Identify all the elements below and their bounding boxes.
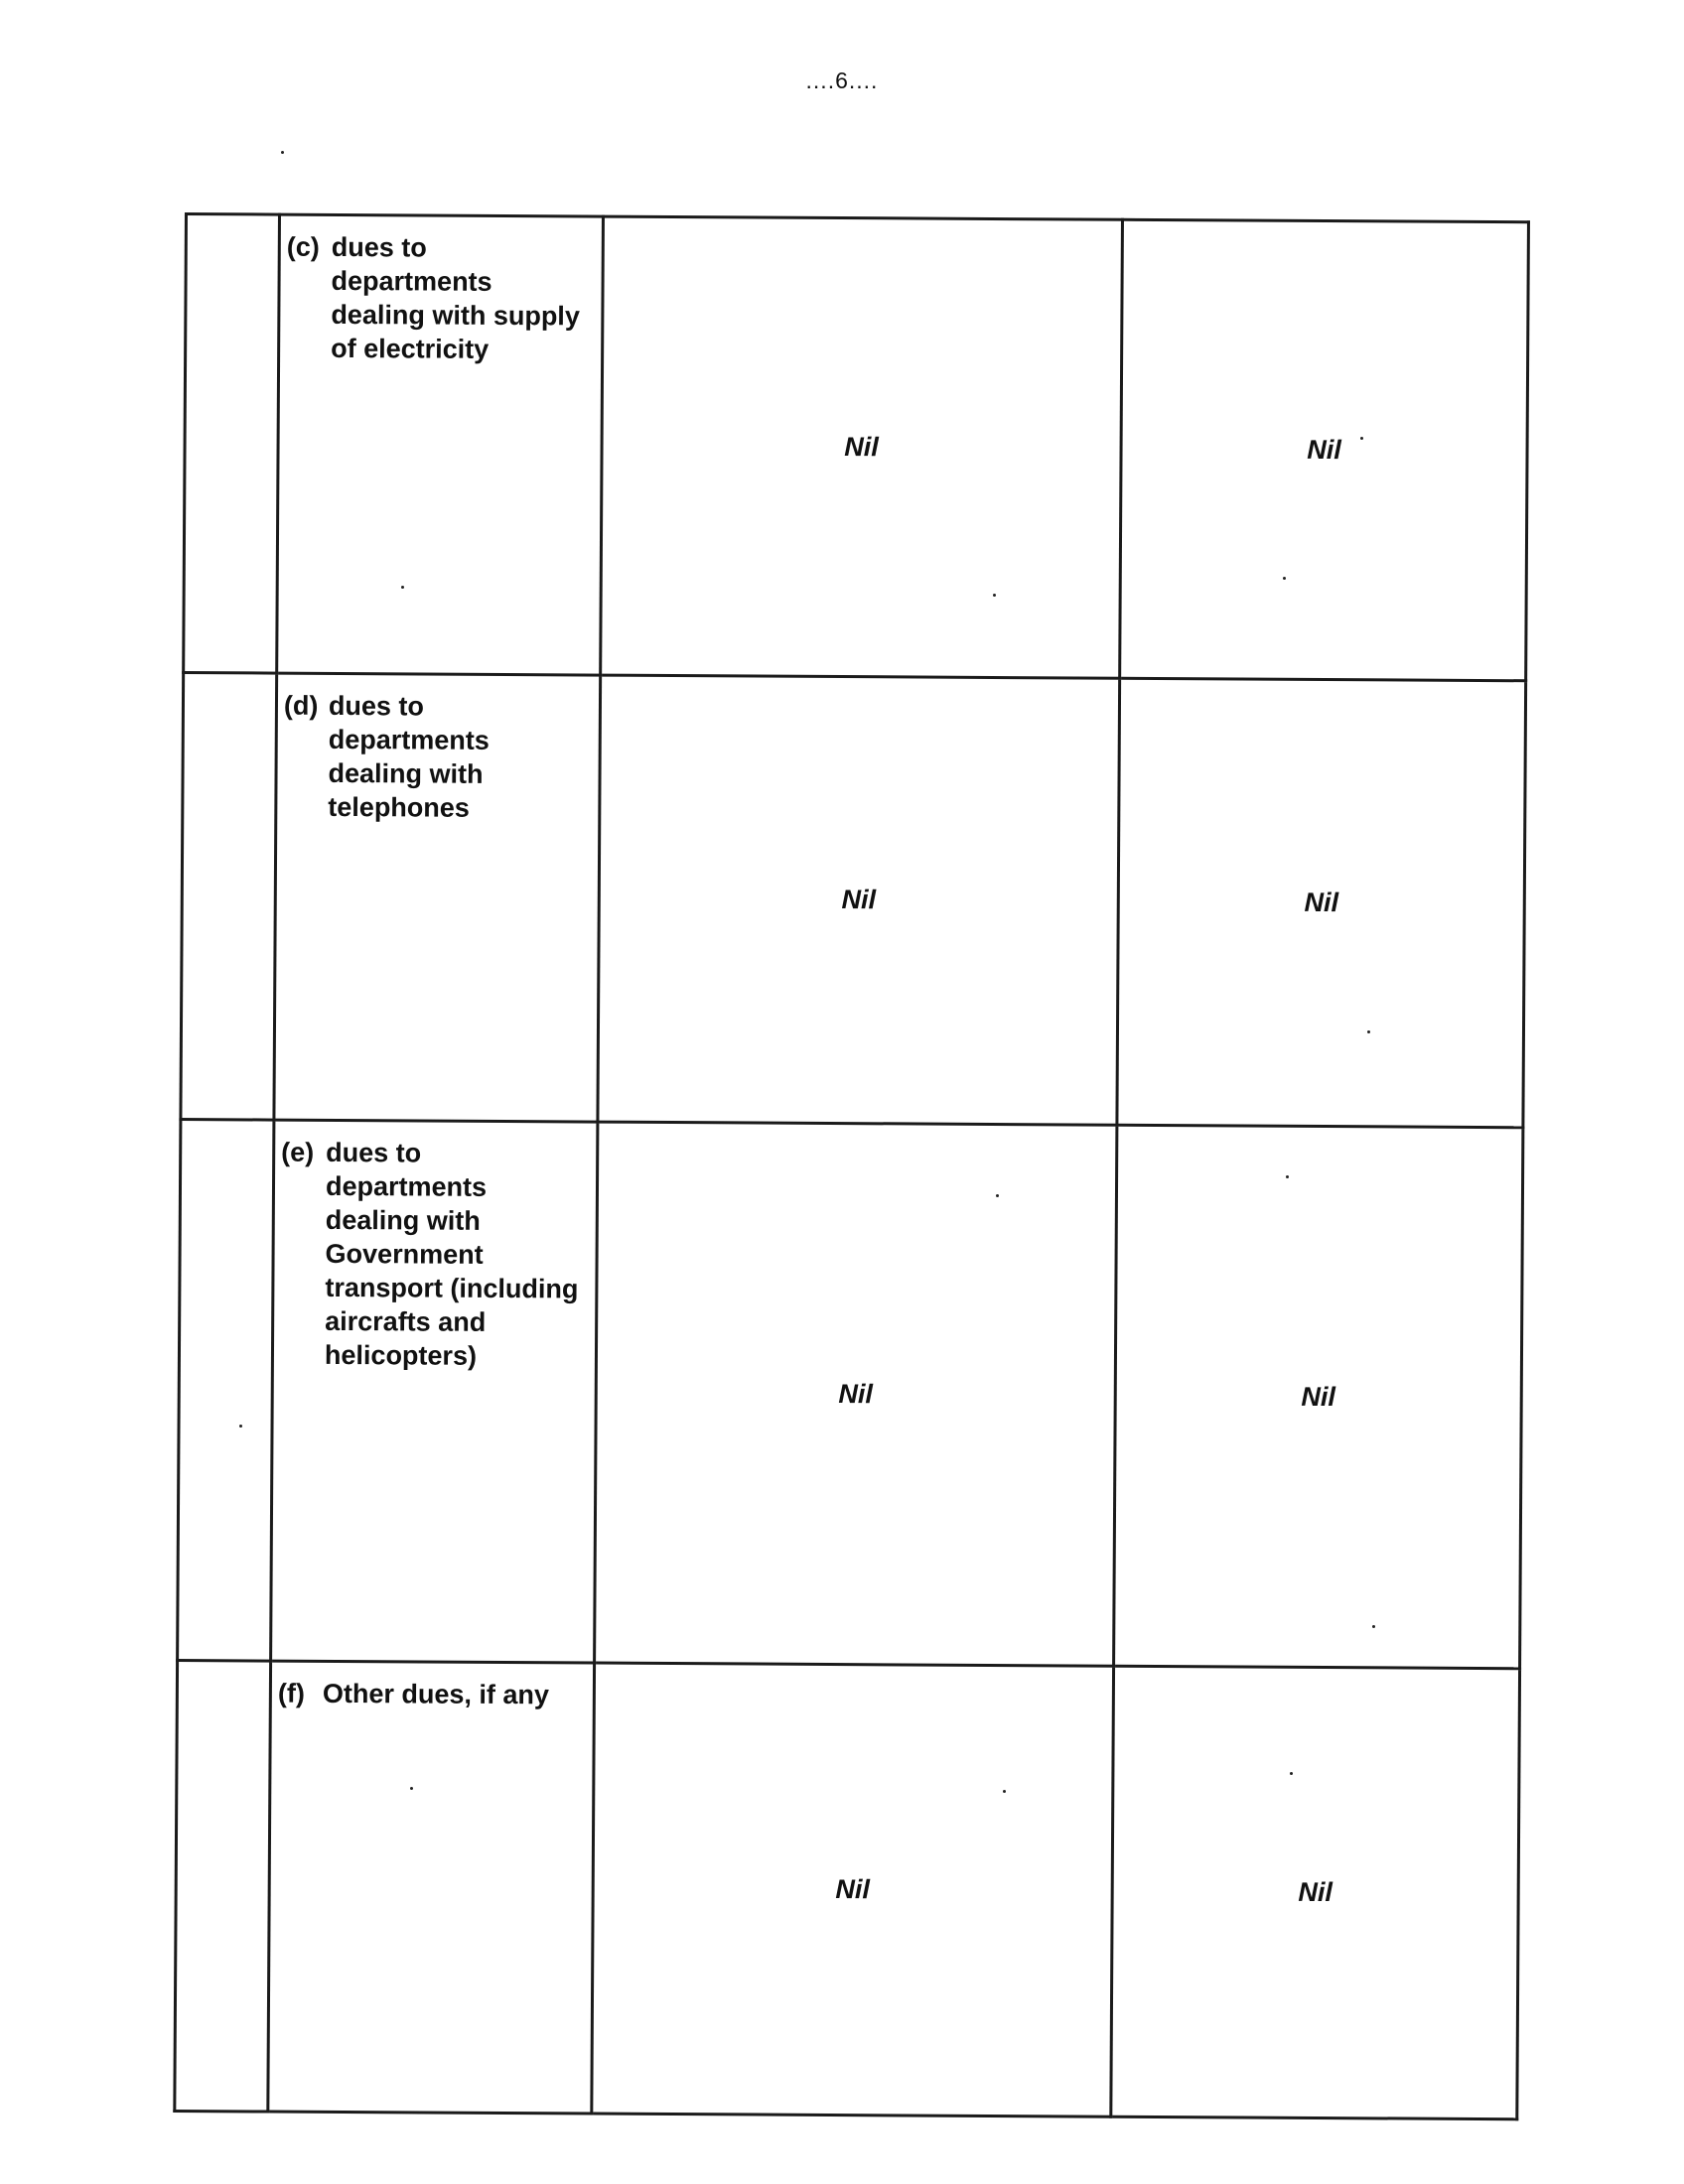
- scan-speck: [401, 586, 404, 589]
- value-cell-a: [592, 1663, 1114, 2116]
- item-label: (e): [281, 1137, 315, 1167]
- item-description: dues to departments dealing with Government transport (including aircrafts and helicopters): [324, 1137, 579, 1371]
- nil-value: Nil: [1307, 434, 1341, 466]
- nil-value: Nil: [1298, 1876, 1333, 1908]
- serial-cell: [178, 1119, 274, 1661]
- nil-value: Nil: [838, 1378, 874, 1409]
- scan-speck: [1290, 1772, 1293, 1775]
- scan-speck: [239, 1425, 242, 1428]
- description-cell: [274, 673, 601, 1122]
- item-label: (f): [277, 1678, 305, 1708]
- description-cell: [277, 214, 604, 675]
- table-row: [181, 673, 1526, 1128]
- scan-speck: [996, 1194, 999, 1197]
- nil-value: Nil: [835, 1874, 871, 1905]
- scan-speck: [1286, 1175, 1289, 1178]
- serial-cell: [175, 1660, 271, 2112]
- serial-cell: [181, 673, 277, 1121]
- serial-cell: [184, 214, 280, 674]
- scan-speck: [410, 1787, 413, 1790]
- scan-speck: [1003, 1790, 1006, 1793]
- value-cell-b: [1117, 678, 1526, 1127]
- page-number: ....6....: [805, 68, 879, 93]
- nil-value: Nil: [1301, 1381, 1336, 1412]
- scan-speck: [1283, 577, 1286, 580]
- table-row: [175, 1660, 1520, 2118]
- value-cell-a: [601, 216, 1123, 678]
- table-row: [184, 214, 1529, 681]
- description-cell: [271, 1120, 598, 1663]
- value-cell-a: [595, 1122, 1117, 1666]
- item-label: (c): [286, 231, 320, 262]
- value-cell-a: [598, 675, 1120, 1125]
- table-row: [178, 1119, 1523, 1668]
- nil-value: Nil: [841, 885, 877, 915]
- item-description: dues to departments dealing with telephones: [328, 690, 490, 823]
- value-cell-b: [1114, 1125, 1523, 1668]
- item-description: Other dues, if any: [322, 1678, 550, 1710]
- scan-speck: [281, 151, 284, 154]
- description-cell: [268, 1661, 595, 2114]
- value-cell-b: [1111, 1666, 1520, 2118]
- item-description: dues to departments dealing with supply of electricity: [331, 231, 580, 364]
- scan-speck: [1360, 437, 1363, 440]
- item-label: (d): [283, 690, 319, 721]
- scan-speck: [1367, 1030, 1370, 1033]
- value-cell-b: [1120, 219, 1529, 680]
- dues-table: [173, 212, 1530, 2120]
- nil-value: Nil: [844, 432, 879, 463]
- nil-value: Nil: [1304, 887, 1339, 918]
- scan-speck: [1372, 1625, 1375, 1628]
- scan-speck: [993, 594, 996, 597]
